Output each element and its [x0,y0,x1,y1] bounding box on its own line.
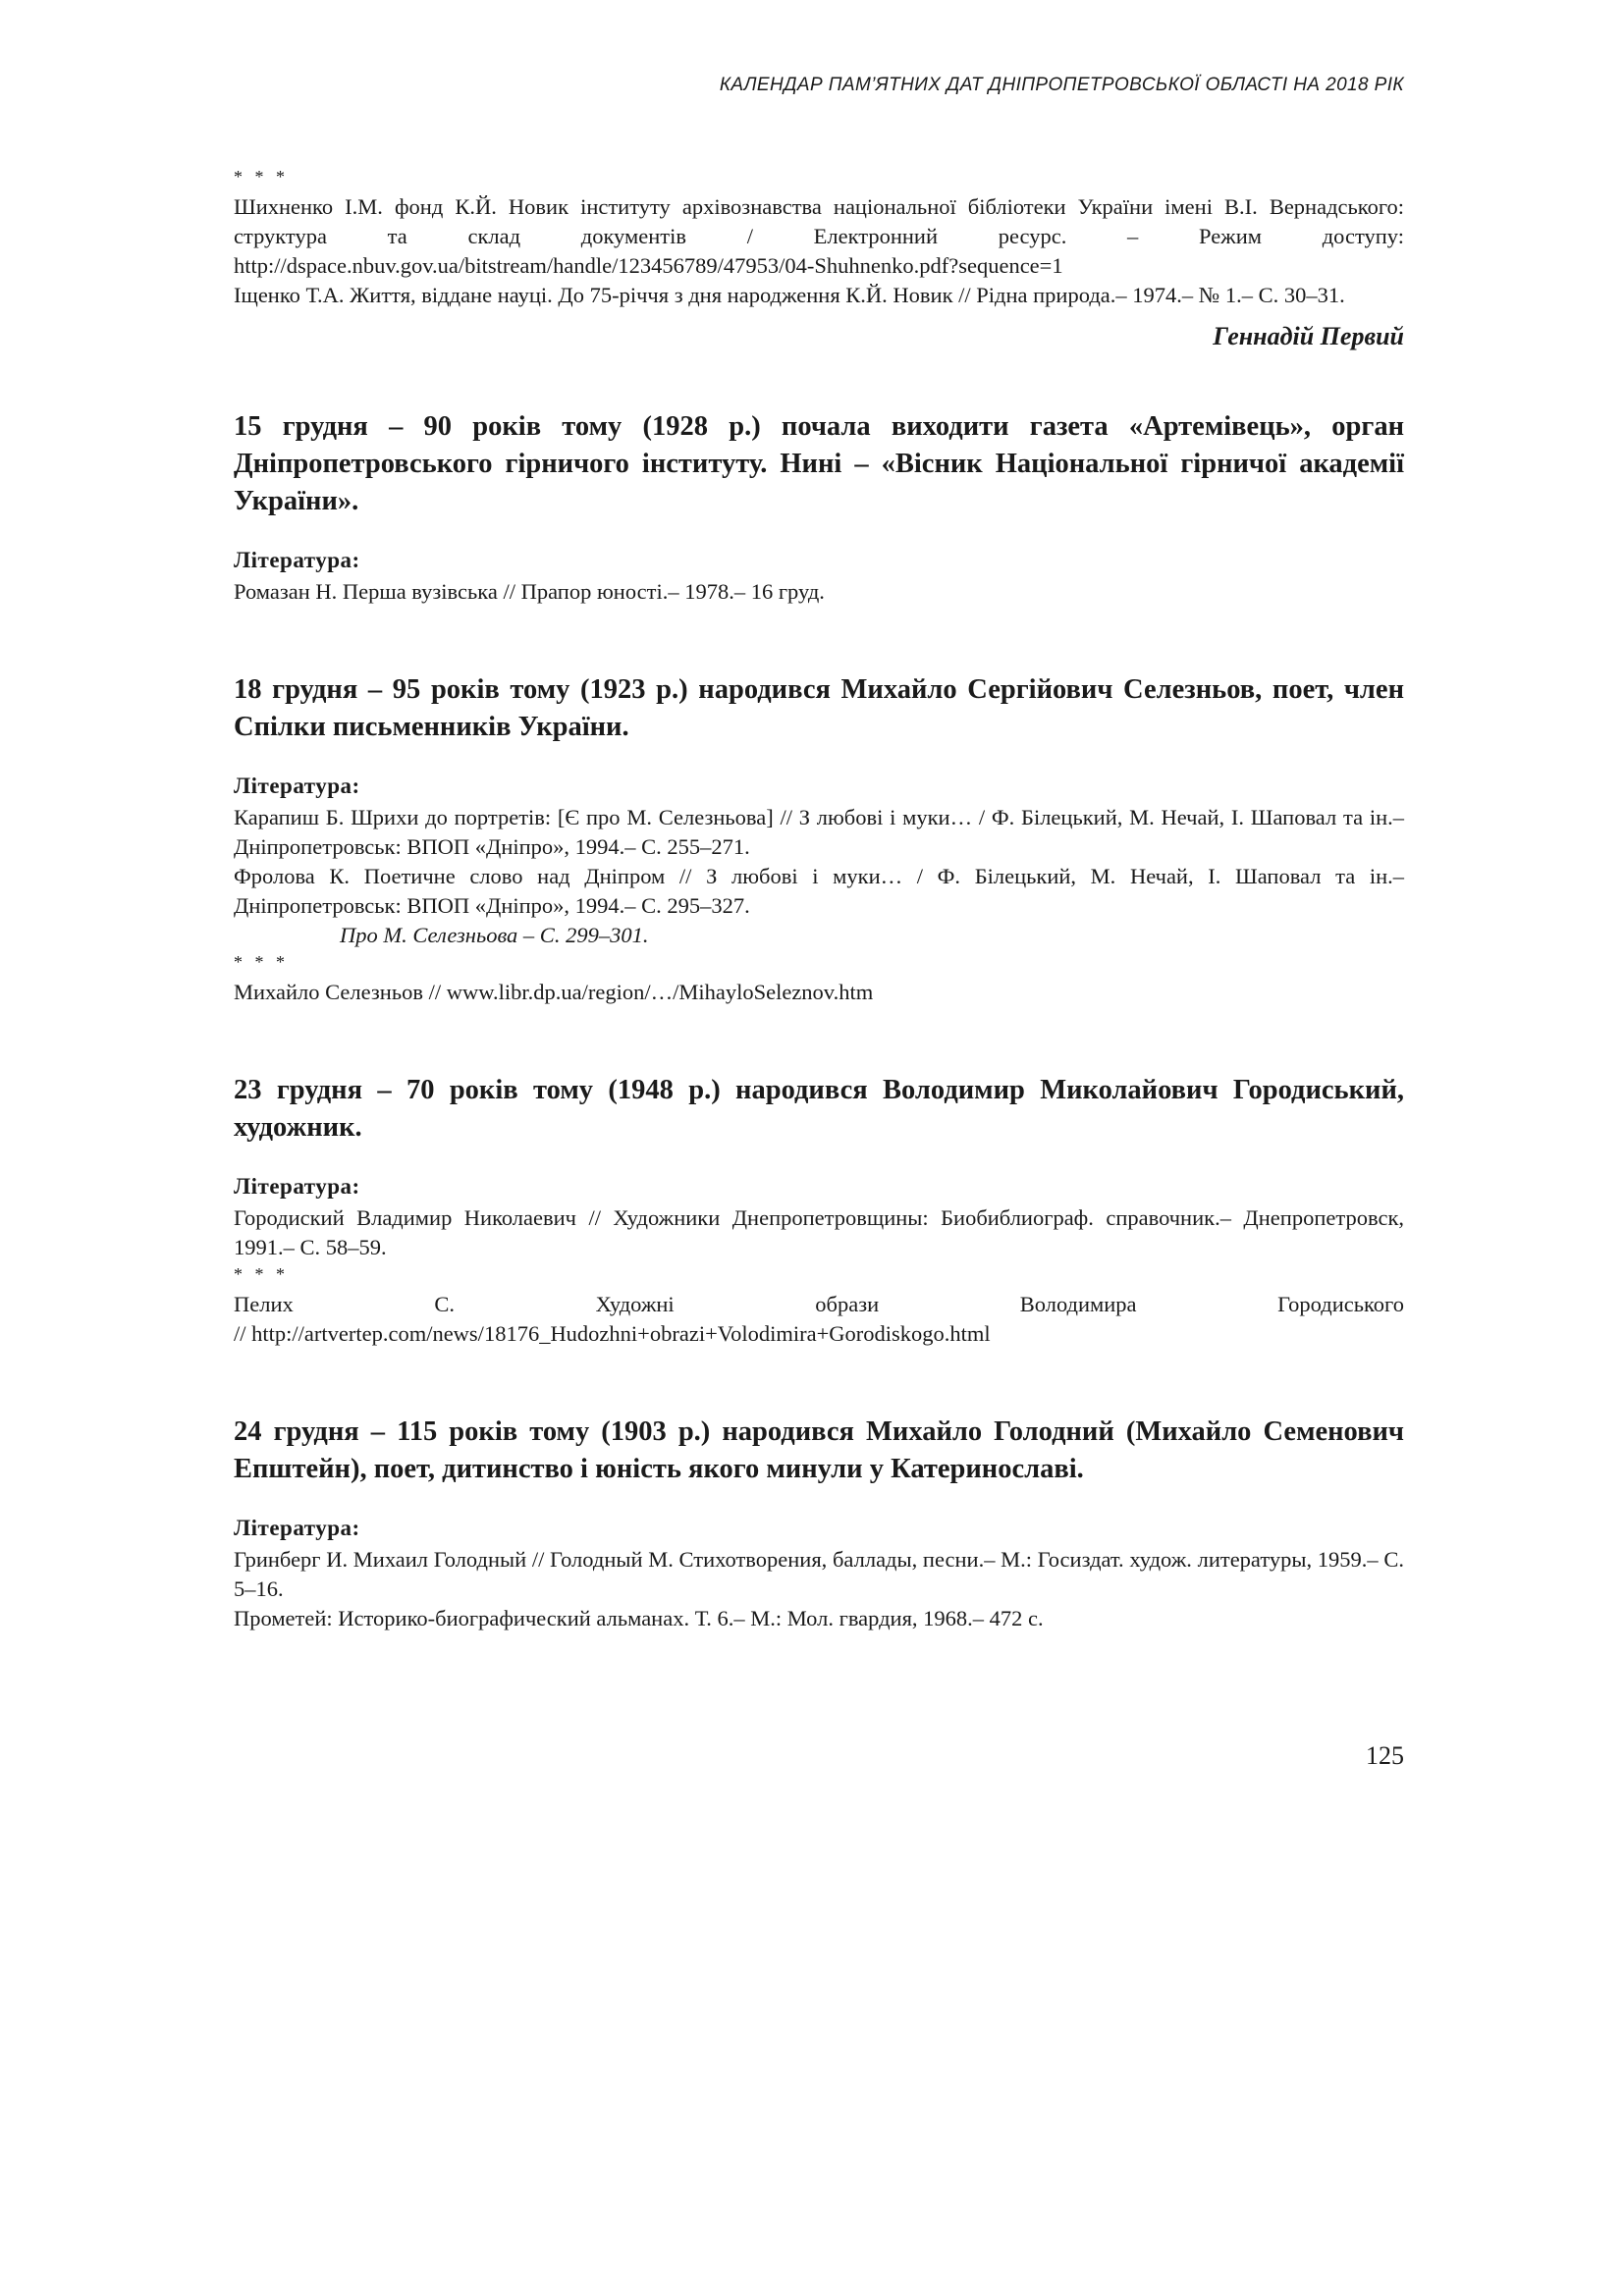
separator-stars: * * * [234,952,289,972]
ref-word: Художні [595,1292,675,1316]
separator-stars: * * * [234,167,289,187]
ref-word: Володимира [1019,1292,1137,1316]
running-header: КАЛЕНДАР ПАМ’ЯТНИХ ДАТ ДНІПРОПЕТРОВСЬКОЇ ОБЛАСТІ НА 2018 РІК [719,75,1404,95]
reference-entry: Прометей: Историко-биографический альманах. Т. 6.– М.: Мол. гвардия, 1968.– 472 с. [234,1606,1044,1630]
event-title: 18 грудня – 95 років тому (1923 р.) народився Михайло Сергійович Селезньов, поет, член Спілки письменників України. [234,674,1404,742]
literature-label: Література: [234,1516,360,1540]
page-content [234,165,1404,1633]
literature-label: Література: [234,1174,360,1199]
reference-entry: Карапиш Б. Шрихи до портретів: [Є про М. Селезньова] // З любові і муки… / Ф. Білецький, М. Нечай, І. Шаповал та ін.–Дніпропетровськ: ВПОП «Дніпро», 1994.– С. 255–271. [234,805,1404,859]
event-title: 23 грудня – 70 років тому (1948 р.) народився Володимир Миколайович Городиський, художник. [234,1075,1404,1143]
separator-stars: * * * [234,1264,289,1284]
ref-word: Пелих [234,1292,294,1316]
reference-entry: Шихненко І.М. фонд К.Й. Новик інституту архівознавства національної бібліотеки України імені В.І. Вернадського: структура та склад документів / Електронний ресурс. – Режим доступу: http://dspace.nbuv.gov.ua/bitstream/handle/123456789/47953/04-Shuhnenko.pdf?sequence=1 [234,194,1404,278]
reference-note: Про М. Селезньова – С. 299–301. [340,923,649,947]
literature-label: Література: [234,548,360,572]
reference-entry: Іщенко Т.А. Життя, віддане науці. До 75-річчя з дня народження К.Й. Новик // Рідна природа.– 1974.– № 1.– С. 30–31. [234,283,1345,307]
reference-entry: Фролова К. Поетичне слово над Дніпром // З любові і муки… / Ф. Білецький, М. Нечай, І. Шаповал та ін.– Дніпропетровськ: ВПОП «Дніпро», 1994.– С. 295–327. [234,864,1404,918]
reference-entry: Городиский Владимир Николаевич // Художники Днепропетровщины: Биобиблиограф. справочник.– Днепропетровск, 1991.– С. 58–59. [234,1205,1404,1259]
online-reference-url: // http://artvertep.com/news/18176_Hudozhni+obrazi+Volodimira+Gorodiskogo.html [234,1321,991,1346]
reference-entry: Гринберг И. Михаил Голодный // Голодный М. Стихотворения, баллады, песни.– М.: Госиздат. худож. литературы, 1959.– С. 5–16. [234,1547,1404,1601]
literature-label: Література: [234,774,360,798]
event-title: 24 грудня – 115 років тому (1903 р.) народився Михайло Голодний (Михайло Семенович Епштейн), поет, дитинство і юність якого минули у Катеринославі. [234,1416,1404,1484]
reference-entry: Ромазан Н. Перша вузівська // Прапор юності.– 1978.– 16 груд. [234,579,825,604]
ref-word: С. [434,1292,455,1316]
event-title: 15 грудня – 90 років тому (1928 р.) почала виходити газета «Артемівець», орган Дніпропетровського гірничого інституту. Нині – «Вісник Національної гірничої академії України». [234,411,1404,516]
ref-word: Городиського [1277,1292,1404,1316]
online-reference-spread [234,1290,1404,1319]
ref-word: образи [815,1292,880,1316]
author-signature: Геннадій Первий [1213,322,1404,350]
online-reference: Михайло Селезньов // www.libr.dp.ua/region/…/MihayloSeleznov.htm [234,980,874,1004]
page-number: 125 [1366,1741,1404,1770]
